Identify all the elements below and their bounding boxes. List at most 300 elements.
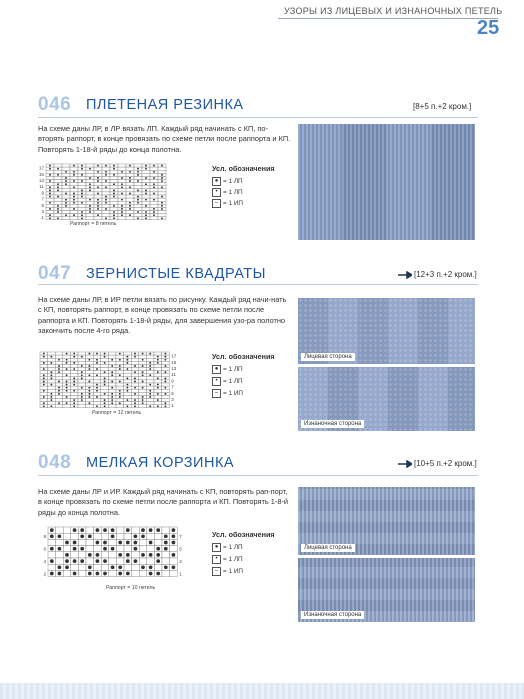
chart-cell bbox=[116, 361, 124, 364]
chart-stitch-mark bbox=[172, 541, 176, 545]
chart-cell bbox=[116, 386, 124, 389]
chart-cell bbox=[124, 564, 132, 570]
chart-cell bbox=[146, 377, 154, 380]
chart-stitch-mark bbox=[164, 387, 166, 389]
chart-stitch-mark bbox=[81, 374, 83, 376]
chart-cell bbox=[46, 198, 54, 201]
chart-cell bbox=[101, 564, 109, 570]
chart-stitch-mark bbox=[137, 196, 139, 198]
section-046-title: ПЛЕТЕНАЯ РЕЗИНКА bbox=[86, 97, 244, 113]
chart-cell bbox=[150, 204, 158, 207]
chart-stitch-mark bbox=[113, 196, 115, 198]
chart-cell bbox=[86, 217, 94, 220]
chart-cell bbox=[170, 570, 178, 576]
chart-cell bbox=[124, 402, 132, 405]
chart-stitch-mark bbox=[164, 356, 166, 358]
chart-cell bbox=[142, 173, 150, 176]
chart-stitch-mark bbox=[156, 547, 160, 551]
chart-cell bbox=[158, 214, 166, 217]
chart-cell bbox=[55, 395, 63, 398]
chart-stitch-mark bbox=[164, 393, 166, 395]
chart-stitch-mark bbox=[137, 180, 139, 182]
chart-stitch-mark bbox=[145, 168, 147, 170]
chart-stitch-mark bbox=[88, 572, 92, 576]
section-048-photo-back-label: Изнаночная сторона bbox=[301, 611, 364, 619]
section-047-photo-front-label: Лицевая сторона bbox=[301, 353, 355, 361]
chart-row-label: 5 bbox=[171, 390, 174, 396]
chart-stitch-mark bbox=[81, 174, 83, 176]
chart-stitch-mark bbox=[119, 359, 121, 361]
chart-stitch-mark bbox=[134, 402, 136, 404]
chart-cell bbox=[118, 201, 126, 204]
chart-cell bbox=[48, 402, 56, 405]
chart-stitch-mark bbox=[111, 381, 113, 383]
chart-stitch-mark bbox=[145, 217, 147, 219]
chart-stitch-mark bbox=[96, 572, 100, 576]
section-048-description: На схеме даны ЛР и ИР. Каждый ряд начинать с КП, повторять рап-порт, в конце провязать по схеме петли после раппорта и КП. Повторять 1-8-й ряды до конца полотна. bbox=[38, 487, 289, 517]
chart-stitch-mark bbox=[105, 202, 107, 204]
chart-stitch-mark bbox=[43, 384, 45, 386]
chart-cell bbox=[86, 361, 94, 364]
chart-stitch-mark bbox=[73, 547, 77, 551]
chart-stitch-mark bbox=[43, 396, 45, 398]
chart-cell bbox=[158, 167, 166, 170]
chart-stitch-mark bbox=[126, 356, 128, 358]
chart-cell bbox=[86, 371, 94, 374]
page-number: 25 bbox=[477, 17, 500, 39]
chart-cell bbox=[124, 364, 132, 367]
chart-cell bbox=[86, 383, 94, 386]
chart-stitch-mark bbox=[134, 353, 136, 355]
chart-stitch-mark bbox=[105, 208, 107, 210]
chart-stitch-mark bbox=[103, 528, 107, 532]
chart-cell bbox=[162, 368, 170, 371]
chart-stitch-mark bbox=[156, 553, 160, 557]
chart-cell bbox=[63, 364, 71, 367]
chart-stitch-mark bbox=[81, 189, 83, 191]
chart-stitch-mark bbox=[81, 377, 83, 379]
chart-cell bbox=[48, 564, 56, 570]
chart-stitch-mark bbox=[104, 356, 106, 358]
chart-stitch-mark bbox=[88, 565, 92, 569]
chart-stitch-mark bbox=[142, 359, 144, 361]
chart-cell bbox=[62, 217, 70, 220]
chart-cell bbox=[62, 164, 70, 167]
chart-cell bbox=[102, 183, 110, 186]
chart-stitch-mark bbox=[49, 186, 51, 188]
chart-stitch-mark bbox=[119, 402, 121, 404]
chart-stitch-mark bbox=[113, 214, 115, 216]
chart-cell bbox=[54, 164, 62, 167]
chart-cell bbox=[70, 371, 78, 374]
chart-row-label: 13 bbox=[171, 365, 177, 371]
chart-cell bbox=[55, 399, 63, 402]
chart-stitch-mark bbox=[50, 374, 52, 376]
chart-stitch-mark bbox=[134, 393, 136, 395]
knit-dot-icon: • bbox=[212, 377, 221, 386]
chart-cell bbox=[108, 368, 116, 371]
chart-cell bbox=[62, 207, 70, 210]
chart-stitch-mark bbox=[164, 405, 166, 407]
chart-stitch-mark bbox=[103, 547, 107, 551]
chart-stitch-mark bbox=[113, 168, 115, 170]
chart-cell bbox=[55, 377, 63, 380]
chart-stitch-mark bbox=[73, 186, 75, 188]
chart-stitch-mark bbox=[58, 365, 60, 367]
chart-stitch-mark bbox=[58, 572, 62, 576]
chart-cell bbox=[101, 374, 109, 377]
chart-stitch-mark bbox=[156, 572, 160, 576]
chart-cell bbox=[134, 186, 142, 189]
chart-stitch-mark bbox=[105, 171, 107, 173]
chart-cell bbox=[46, 183, 54, 186]
chart-cell bbox=[63, 405, 71, 408]
chart-cell bbox=[70, 374, 78, 377]
chart-stitch-mark bbox=[153, 186, 155, 188]
section-048-divider bbox=[38, 475, 478, 476]
chart-cell bbox=[86, 173, 94, 176]
chart-stitch-mark bbox=[157, 399, 159, 401]
chart-stitch-mark bbox=[65, 541, 69, 545]
chart-stitch-mark bbox=[81, 202, 83, 204]
chart-cell bbox=[126, 217, 134, 220]
chart-stitch-mark bbox=[43, 377, 45, 379]
chart-stitch-mark bbox=[134, 377, 136, 379]
chart-cell bbox=[110, 198, 118, 201]
chart-stitch-mark bbox=[145, 205, 147, 207]
chart-stitch-mark bbox=[156, 559, 160, 563]
chart-cell bbox=[54, 201, 62, 204]
chart-stitch-mark bbox=[104, 384, 106, 386]
chart-stitch-mark bbox=[73, 405, 75, 407]
chart-cell bbox=[131, 358, 139, 361]
chart-stitch-mark bbox=[118, 553, 122, 557]
chart-stitch-mark bbox=[111, 359, 113, 361]
chart-stitch-mark bbox=[96, 359, 98, 361]
chart-cell bbox=[86, 377, 94, 380]
chart-stitch-mark bbox=[73, 390, 75, 392]
chart-cell bbox=[94, 217, 102, 220]
chart-stitch-mark bbox=[96, 387, 98, 389]
chart-stitch-mark bbox=[88, 396, 90, 398]
chart-stitch-mark bbox=[121, 214, 123, 216]
chart-cell bbox=[63, 355, 71, 358]
chart-cell bbox=[154, 389, 162, 392]
chart-stitch-mark bbox=[96, 396, 98, 398]
chart-stitch-mark bbox=[161, 186, 163, 188]
chart-cell bbox=[93, 355, 101, 358]
chart-cell bbox=[126, 198, 134, 201]
knit-arrow-icon bbox=[398, 460, 412, 468]
chart-cell bbox=[101, 368, 109, 371]
chart-stitch-mark bbox=[97, 177, 99, 179]
chart-stitch-mark bbox=[89, 183, 91, 185]
chart-stitch-mark bbox=[65, 553, 69, 557]
chart-stitch-mark bbox=[73, 356, 75, 358]
chart-stitch-mark bbox=[134, 371, 136, 373]
chart-cell bbox=[78, 564, 86, 570]
chart-stitch-mark bbox=[119, 396, 121, 398]
chart-cell bbox=[48, 364, 56, 367]
chart-stitch-mark bbox=[119, 374, 121, 376]
chart-stitch-mark bbox=[149, 368, 151, 370]
chart-stitch-mark bbox=[142, 396, 144, 398]
chart-stitch-mark bbox=[161, 217, 163, 219]
chart-cell bbox=[124, 380, 132, 383]
chart-stitch-mark bbox=[73, 180, 75, 182]
chart-stitch-mark bbox=[49, 202, 51, 204]
chart-cell bbox=[55, 405, 63, 408]
chart-cell bbox=[139, 539, 147, 545]
chart-stitch-mark bbox=[145, 199, 147, 201]
chart-stitch-mark bbox=[96, 559, 100, 563]
chart-stitch-mark bbox=[149, 374, 151, 376]
chart-stitch-mark bbox=[73, 214, 75, 216]
chart-cell bbox=[126, 189, 134, 192]
chart-cell bbox=[78, 539, 86, 545]
knit-arrow-icon bbox=[398, 271, 412, 279]
chart-stitch-mark bbox=[134, 547, 138, 551]
knit-filled-icon: ● bbox=[212, 365, 221, 374]
chart-stitch-mark bbox=[126, 528, 130, 532]
chart-stitch-mark bbox=[50, 371, 52, 373]
chart-stitch-mark bbox=[97, 202, 99, 204]
chart-cell bbox=[146, 371, 154, 374]
chart-stitch-mark bbox=[58, 359, 60, 361]
chart-stitch-mark bbox=[105, 165, 107, 167]
chart-cell bbox=[78, 176, 86, 179]
chart-stitch-mark bbox=[129, 186, 131, 188]
chart-row-label: 1 bbox=[179, 571, 182, 577]
chart-stitch-mark bbox=[126, 387, 128, 389]
chart-stitch-mark bbox=[142, 374, 144, 376]
chart-cell bbox=[118, 164, 126, 167]
chart-stitch-mark bbox=[81, 193, 83, 195]
chart-stitch-mark bbox=[80, 547, 84, 551]
chart-stitch-mark bbox=[96, 384, 98, 386]
chart-stitch-mark bbox=[50, 356, 52, 358]
chart-stitch-mark bbox=[73, 368, 75, 370]
section-046-number: 046 bbox=[38, 94, 72, 115]
chart-stitch-mark bbox=[161, 205, 163, 207]
chart-stitch-mark bbox=[88, 365, 90, 367]
chart-cell bbox=[63, 392, 71, 395]
chart-cell bbox=[108, 389, 116, 392]
chart-stitch-mark bbox=[73, 384, 75, 386]
chart-cell bbox=[124, 392, 132, 395]
chart-cell bbox=[48, 386, 56, 389]
chart-stitch-mark bbox=[142, 387, 144, 389]
chart-cell bbox=[62, 167, 70, 170]
chart-stitch-mark bbox=[149, 396, 151, 398]
chart-stitch-mark bbox=[134, 559, 138, 563]
chart-stitch-mark bbox=[65, 171, 67, 173]
chart-stitch-mark bbox=[96, 390, 98, 392]
chart-cell bbox=[71, 533, 79, 539]
chart-stitch-mark bbox=[73, 377, 75, 379]
chart-stitch-mark bbox=[81, 214, 83, 216]
chart-cell bbox=[78, 183, 86, 186]
chart-stitch-mark bbox=[97, 180, 99, 182]
chart-stitch-mark bbox=[88, 390, 90, 392]
chart-stitch-mark bbox=[145, 183, 147, 185]
chart-stitch-mark bbox=[49, 208, 51, 210]
chart-cell bbox=[101, 395, 109, 398]
chart-cell bbox=[94, 533, 102, 539]
chart-stitch-mark bbox=[50, 396, 52, 398]
chart-stitch-mark bbox=[141, 553, 145, 557]
chart-stitch-mark bbox=[73, 402, 75, 404]
purl-dash-icon: – bbox=[212, 389, 221, 398]
chart-stitch-mark bbox=[50, 405, 52, 407]
chart-row-label: 11 bbox=[171, 372, 176, 378]
chart-stitch-mark bbox=[96, 528, 100, 532]
chart-cell bbox=[63, 527, 71, 533]
chart-cell bbox=[126, 195, 134, 198]
chart-cell bbox=[94, 167, 102, 170]
chart-stitch-mark bbox=[50, 572, 54, 576]
chart-stitch-mark bbox=[161, 180, 163, 182]
chart-stitch-mark bbox=[80, 534, 84, 538]
chart-cell bbox=[110, 186, 118, 189]
chart-cell bbox=[63, 399, 71, 402]
chart-cell bbox=[132, 552, 140, 558]
chart-stitch-mark bbox=[149, 384, 151, 386]
section-046-legend-purl: – = 1 ИП bbox=[212, 199, 243, 208]
chart-cell bbox=[139, 377, 147, 380]
chart-stitch-mark bbox=[96, 553, 100, 557]
chart-cell bbox=[110, 180, 118, 183]
section-048-photo-front bbox=[298, 487, 475, 555]
chart-cell bbox=[154, 402, 162, 405]
chart-stitch-mark bbox=[129, 208, 131, 210]
chart-cell bbox=[170, 546, 178, 552]
chart-stitch-mark bbox=[121, 186, 123, 188]
chart-row-label: 6 bbox=[43, 546, 46, 552]
chart-cell bbox=[78, 198, 86, 201]
chart-stitch-mark bbox=[57, 174, 59, 176]
chart-stitch-mark bbox=[142, 381, 144, 383]
chart-stitch-mark bbox=[97, 165, 99, 167]
chart-cell bbox=[146, 399, 154, 402]
chart-cell bbox=[40, 399, 48, 402]
chart-cell bbox=[63, 371, 71, 374]
chart-stitch-mark bbox=[126, 377, 128, 379]
chart-cell bbox=[162, 527, 170, 533]
chart-cell bbox=[134, 204, 142, 207]
chart-cell bbox=[62, 211, 70, 214]
chart-cell bbox=[132, 564, 140, 570]
chart-stitch-mark bbox=[73, 381, 75, 383]
chart-cell bbox=[86, 192, 94, 195]
chart-stitch-mark bbox=[161, 208, 163, 210]
chart-stitch-mark bbox=[81, 399, 83, 401]
chart-stitch-mark bbox=[149, 528, 153, 532]
chart-stitch-mark bbox=[97, 171, 99, 173]
section-048-chart-caption: Раппорт = 10 петель bbox=[106, 585, 156, 591]
chart-cell bbox=[48, 368, 56, 371]
chart-stitch-mark bbox=[145, 165, 147, 167]
chart-cell bbox=[124, 371, 132, 374]
chart-stitch-mark bbox=[142, 365, 144, 367]
chart-cell bbox=[94, 183, 102, 186]
chart-stitch-mark bbox=[111, 547, 115, 551]
chart-cell bbox=[139, 546, 147, 552]
chart-cell bbox=[54, 180, 62, 183]
chart-cell bbox=[54, 214, 62, 217]
chart-stitch-mark bbox=[88, 353, 90, 355]
chart-row-label: 15 bbox=[38, 171, 44, 177]
chart-stitch-mark bbox=[164, 359, 166, 361]
chart-cell bbox=[150, 189, 158, 192]
chart-cell bbox=[131, 383, 139, 386]
chart-row-label: 3 bbox=[41, 208, 44, 214]
chart-cell bbox=[93, 402, 101, 405]
chart-stitch-mark bbox=[43, 368, 45, 370]
chart-stitch-mark bbox=[153, 171, 155, 173]
chart-stitch-mark bbox=[126, 362, 128, 364]
section-046-divider bbox=[38, 117, 478, 118]
chart-cell bbox=[147, 558, 155, 564]
chart-stitch-mark bbox=[50, 377, 52, 379]
chart-stitch-mark bbox=[105, 180, 107, 182]
chart-cell bbox=[134, 214, 142, 217]
chart-stitch-mark bbox=[103, 541, 107, 545]
chart-stitch-mark bbox=[111, 534, 115, 538]
chart-cell bbox=[78, 383, 86, 386]
chart-cell bbox=[94, 195, 102, 198]
chart-stitch-mark bbox=[121, 211, 123, 213]
chart-cell bbox=[158, 183, 166, 186]
chart-cell bbox=[93, 377, 101, 380]
chart-cell bbox=[139, 383, 147, 386]
section-046-legend-knit-filled: ● = 1 ЛП bbox=[212, 177, 243, 186]
chart-cell bbox=[86, 214, 94, 217]
chart-stitch-mark bbox=[57, 217, 59, 219]
chart-stitch-mark bbox=[105, 174, 107, 176]
chart-cell bbox=[162, 383, 170, 386]
chart-cell bbox=[55, 383, 63, 386]
section-048-title: МЕЛКАЯ КОРЗИНКА bbox=[86, 455, 235, 471]
chart-stitch-mark bbox=[73, 353, 75, 355]
chart-stitch-mark bbox=[111, 393, 113, 395]
chart-stitch-mark bbox=[89, 168, 91, 170]
chart-stitch-mark bbox=[81, 165, 83, 167]
chart-cell bbox=[124, 374, 132, 377]
chart-stitch-mark bbox=[58, 371, 60, 373]
chart-stitch-mark bbox=[129, 177, 131, 179]
chart-stitch-mark bbox=[89, 177, 91, 179]
chart-stitch-mark bbox=[81, 371, 83, 373]
chart-cell bbox=[78, 361, 86, 364]
chart-cell bbox=[124, 533, 132, 539]
chart-cell bbox=[131, 389, 139, 392]
chart-stitch-mark bbox=[126, 541, 130, 545]
chart-cell bbox=[94, 173, 102, 176]
chart-cell bbox=[154, 539, 162, 545]
chart-stitch-mark bbox=[111, 365, 113, 367]
chart-stitch-mark bbox=[49, 189, 51, 191]
chart-stitch-mark bbox=[88, 553, 92, 557]
chart-stitch-mark bbox=[43, 402, 45, 404]
chart-stitch-mark bbox=[153, 165, 155, 167]
chart-cell bbox=[146, 380, 154, 383]
chart-cell bbox=[109, 558, 117, 564]
chart-cell bbox=[116, 377, 124, 380]
chart-stitch-mark bbox=[141, 528, 145, 532]
chart-cell bbox=[162, 374, 170, 377]
chart-stitch-mark bbox=[66, 359, 68, 361]
